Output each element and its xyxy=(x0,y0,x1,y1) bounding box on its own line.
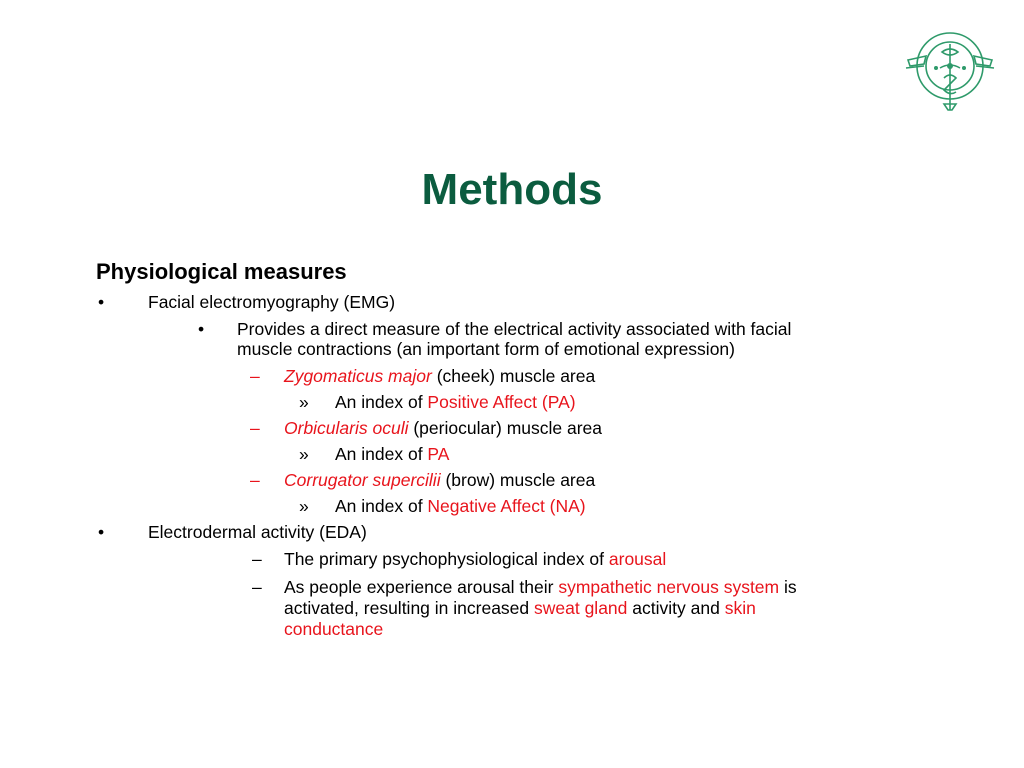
zygomaticus-item xyxy=(284,365,595,387)
index-prefix: An index of xyxy=(335,444,428,464)
dash: – xyxy=(252,577,262,597)
emg-label: Facial electromyography (EMG) xyxy=(148,292,396,312)
eda-sweat-gland: sweat gland xyxy=(534,598,628,618)
corrugator-name: Corrugator supercilii xyxy=(284,470,441,490)
eda-label: Electrodermal activity (EDA) xyxy=(148,522,367,542)
zygomaticus-rest: (cheek) muscle area xyxy=(431,366,596,386)
dash: – xyxy=(250,418,260,438)
eda-conductance: conductance xyxy=(284,619,384,639)
dash: – xyxy=(250,366,260,386)
eda-line2-mid: activity and xyxy=(627,598,725,618)
orbicularis-item xyxy=(284,417,602,439)
eda-primary-prefix: The primary psychophysiological index of xyxy=(284,549,609,569)
zygomaticus-name: Zygomaticus major xyxy=(284,366,432,386)
eda-line2-prefix: activated, resulting in increased xyxy=(284,598,534,618)
eda-primary xyxy=(284,548,666,570)
zygomaticus-index-value: Positive Affect (PA) xyxy=(427,392,576,412)
eda-sns: sympathetic nervous system xyxy=(558,577,780,597)
index-prefix: An index of xyxy=(335,496,428,516)
emg-desc-line1: Provides a direct measure of the electrical activity associated with facial xyxy=(237,319,792,339)
raquo: » xyxy=(299,444,309,464)
dash: – xyxy=(250,470,260,490)
bullet: • xyxy=(98,522,105,542)
corrugator-index-value: Negative Affect (NA) xyxy=(427,496,586,516)
index-prefix: An index of xyxy=(335,392,428,412)
orbicularis-name: Orbicularis oculi xyxy=(284,418,409,438)
eda-as-prefix: As people experience arousal their xyxy=(284,577,559,597)
eda-as-mid: is xyxy=(779,577,797,597)
dash: – xyxy=(252,549,262,569)
eda-as-line3 xyxy=(284,618,383,640)
eda-skin: skin xyxy=(724,598,756,618)
eda-arousal: arousal xyxy=(608,549,667,569)
orbicularis-index-value: PA xyxy=(427,444,450,464)
slide-title: Methods xyxy=(421,165,603,214)
raquo: » xyxy=(299,392,309,412)
corrugator-index xyxy=(335,495,586,517)
eda-as-line1 xyxy=(284,576,797,598)
zygomaticus-index xyxy=(335,391,576,413)
section-heading: Physiological measures xyxy=(96,259,347,284)
raquo: » xyxy=(299,496,309,516)
corrugator-item xyxy=(284,469,595,491)
orbicularis-rest: (periocular) muscle area xyxy=(408,418,603,438)
corrugator-rest: (brow) muscle area xyxy=(440,470,596,490)
university-seal-icon xyxy=(900,22,1000,114)
emg-desc-line2: muscle contractions (an important form of emotional expression) xyxy=(237,339,735,359)
eda-as-line2 xyxy=(284,597,756,619)
bullet: • xyxy=(98,292,105,312)
orbicularis-index xyxy=(335,443,449,465)
bullet: • xyxy=(198,319,205,339)
